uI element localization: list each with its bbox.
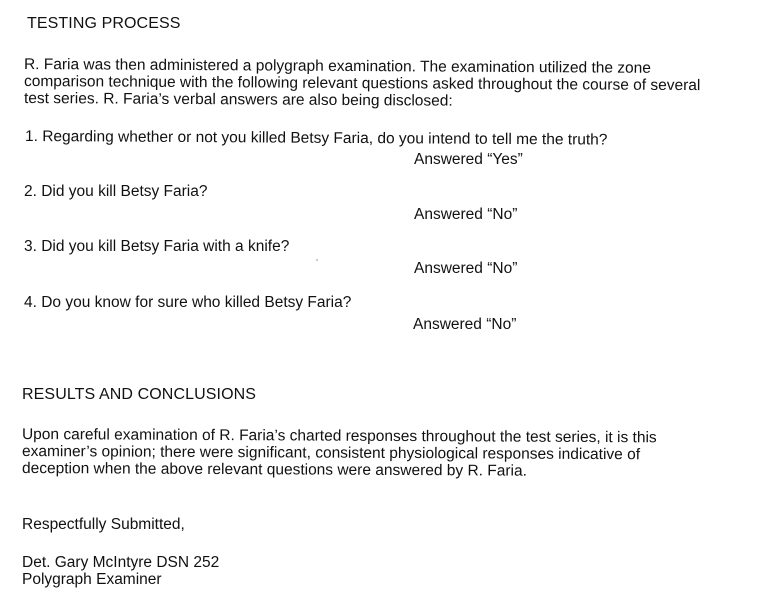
results-line: examiner’s opinion; there were significant, consistent physiological responses indicative of	[21, 443, 641, 464]
question-3: 3. Did you kill Betsy Faria with a knife?	[24, 238, 290, 255]
intro-line: test series. R. Faria’s verbal answers are also being disclosed:	[23, 90, 453, 110]
testing-process-heading: TESTING PROCESS	[27, 15, 181, 32]
results-heading: RESULTS AND CONCLUSIONS	[22, 386, 257, 403]
closing: Respectfully Submitted,	[22, 516, 185, 533]
answer-3: Answered “No”	[414, 260, 518, 277]
answer-2: Answered “No”	[414, 206, 518, 223]
scan-speck	[316, 259, 318, 261]
question-2: 2. Did you kill Betsy Faria?	[24, 183, 208, 200]
question-1: 1. Regarding whether or not you killed Betsy Faria, do you intend to tell me the truth?	[24, 128, 608, 149]
examiner-name: Det. Gary McIntyre DSN 252	[22, 554, 220, 571]
intro-line: comparison technique with the following relevant questions asked throughout the course of several	[23, 73, 701, 95]
intro-line: R. Faria was then administered a polygraph examination. The examination utilized the zone	[23, 56, 652, 77]
results-line: deception when the above relevant questions were answered by R. Faria.	[21, 460, 527, 480]
results-line: Upon careful examination of R. Faria’s charted responses throughout the test series, it is this	[21, 426, 657, 447]
question-4: 4. Do you know for sure who killed Betsy Faria?	[24, 294, 352, 311]
answer-4: Answered “No”	[413, 316, 517, 333]
answer-1: Answered “Yes”	[414, 151, 523, 168]
examiner-title: Polygraph Examiner	[22, 571, 162, 588]
